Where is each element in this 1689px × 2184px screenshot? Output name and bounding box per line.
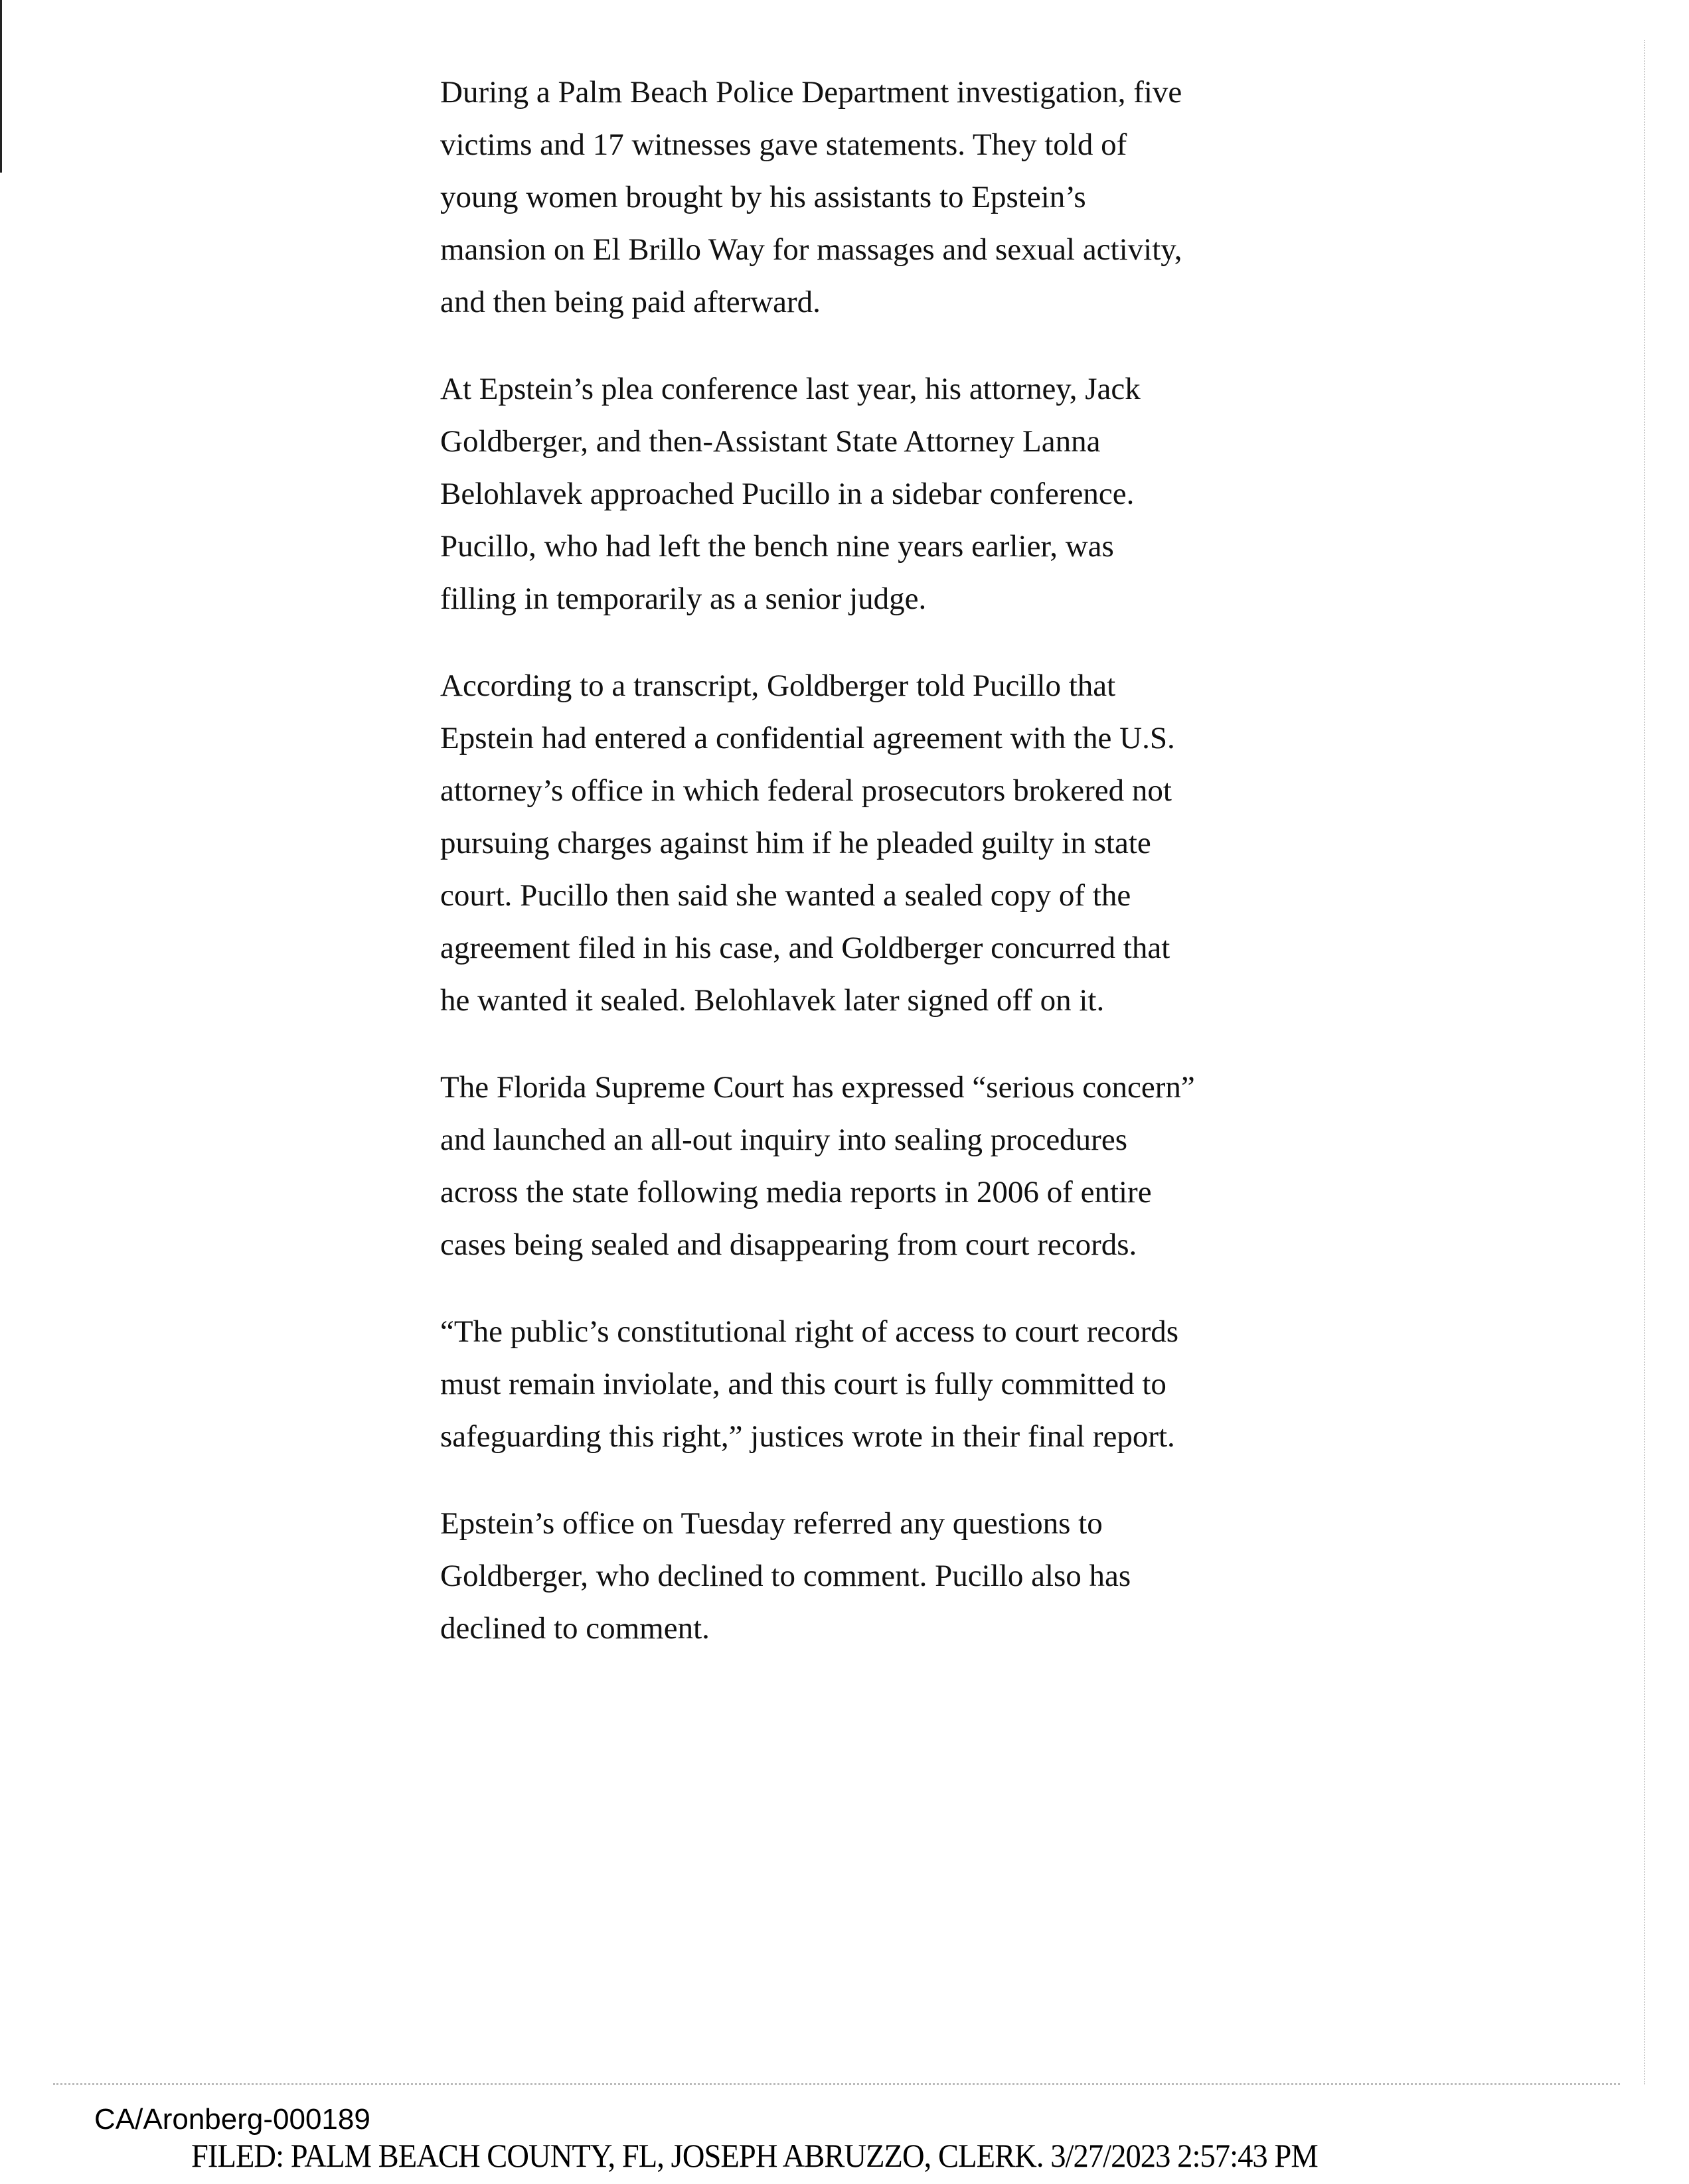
text-line: across the state following media reports in 2006 of entire bbox=[440, 1175, 1152, 1209]
paragraph bbox=[440, 66, 1277, 329]
paragraph bbox=[440, 363, 1277, 625]
text-line: and launched an all-out inquiry into sealing procedures bbox=[440, 1123, 1127, 1157]
text-line: court. Pucillo then said she wanted a sealed copy of the bbox=[440, 878, 1131, 913]
text-line: The Florida Supreme Court has expressed “serious concern” bbox=[440, 1070, 1195, 1105]
paragraph bbox=[440, 1061, 1277, 1271]
text-line: Pucillo, who had left the bench nine years earlier, was bbox=[440, 529, 1114, 564]
paragraph bbox=[440, 660, 1277, 1027]
text-line: agreement filed in his case, and Goldberger concurred that bbox=[440, 931, 1170, 965]
scan-artifact-line bbox=[53, 2083, 1620, 2085]
text-line: Epstein’s office on Tuesday referred any questions to bbox=[440, 1506, 1103, 1541]
bates-number: CA/Aronberg-000189 bbox=[94, 2103, 370, 2136]
text-line: declined to comment. bbox=[440, 1611, 710, 1646]
article-body bbox=[440, 66, 1277, 1689]
paragraph bbox=[440, 1306, 1277, 1463]
filed-stamp: FILED: PALM BEACH COUNTY, FL, JOSEPH ABRUZZO, CLERK. 3/27/2023 2:57:43 PM bbox=[191, 2137, 1318, 2174]
text-line: “The public’s constitutional right of access to court records bbox=[440, 1314, 1179, 1349]
text-line: Goldberger, who declined to comment. Pucillo also has bbox=[440, 1559, 1131, 1593]
text-line: victims and 17 witnesses gave statements. They told of bbox=[440, 127, 1127, 162]
text-line: attorney’s office in which federal prosecutors brokered not bbox=[440, 773, 1172, 808]
text-line: mansion on El Brillo Way for massages and sexual activity, bbox=[440, 232, 1182, 267]
scan-edge-artifact bbox=[1644, 40, 1645, 2084]
text-line: At Epstein’s plea conference last year, his attorney, Jack bbox=[440, 372, 1141, 406]
text-line: filling in temporarily as a senior judge. bbox=[440, 582, 927, 616]
text-line: pursuing charges against him if he pleaded guilty in state bbox=[440, 826, 1151, 860]
paragraph bbox=[440, 1498, 1277, 1655]
text-line: cases being sealed and disappearing from court records. bbox=[440, 1227, 1137, 1262]
text-line: he wanted it sealed. Belohlavek later signed off on it. bbox=[440, 983, 1105, 1018]
text-line: During a Palm Beach Police Department investigation, five bbox=[440, 75, 1182, 110]
text-line: Epstein had entered a confidential agreement with the U.S. bbox=[440, 721, 1175, 755]
scan-edge-mark bbox=[0, 0, 2, 173]
text-line: Belohlavek approached Pucillo in a sidebar conference. bbox=[440, 477, 1135, 511]
text-line: According to a transcript, Goldberger told Pucillo that bbox=[440, 668, 1116, 703]
text-line: must remain inviolate, and this court is fully committed to bbox=[440, 1367, 1166, 1401]
text-line: safeguarding this right,” justices wrote in their final report. bbox=[440, 1419, 1175, 1454]
text-line: young women brought by his assistants to Epstein’s bbox=[440, 180, 1086, 214]
text-line: and then being paid afterward. bbox=[440, 285, 821, 319]
text-line: Goldberger, and then-Assistant State Attorney Lanna bbox=[440, 424, 1101, 459]
